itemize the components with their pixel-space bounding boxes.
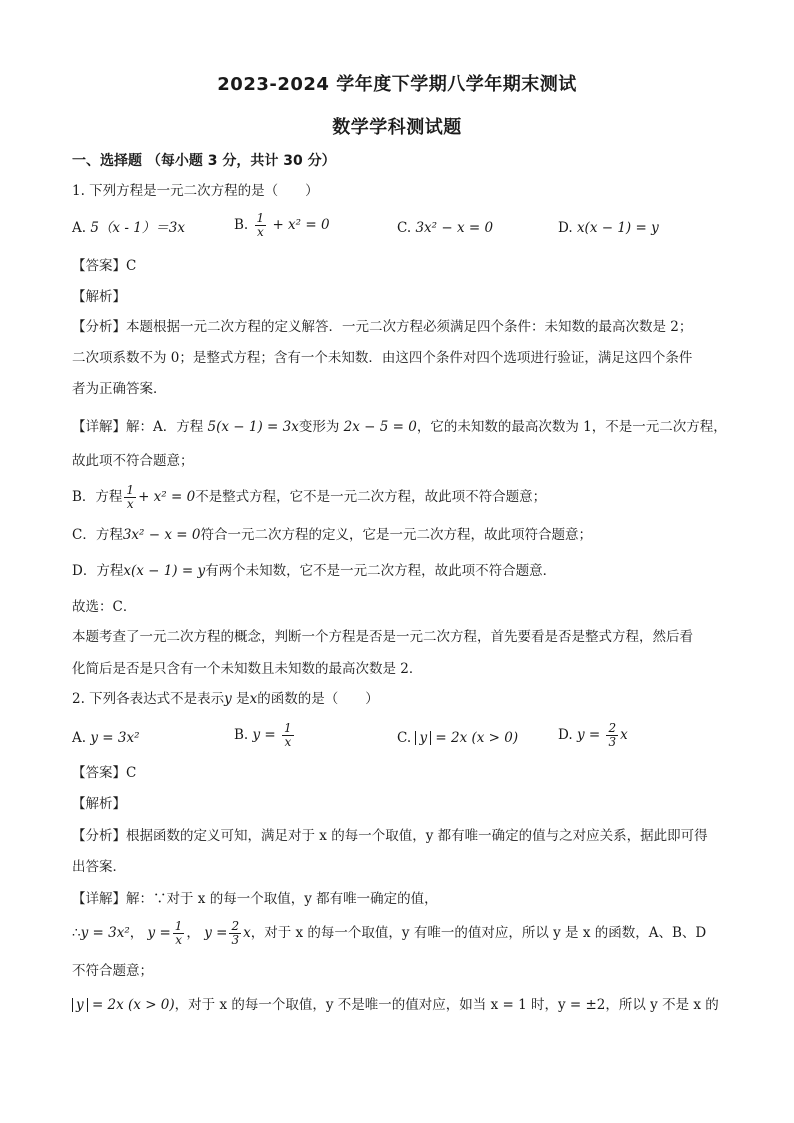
option-text: x(x − 1) = y	[576, 220, 659, 236]
q2-detail-line-3: 不符合题意；	[72, 963, 153, 979]
equation: y =	[147, 925, 171, 941]
equation: y =	[204, 925, 228, 941]
q1-option-d	[558, 218, 659, 238]
question-2-stem	[72, 690, 379, 708]
variable: y	[224, 691, 232, 707]
option-text: y =	[252, 727, 276, 743]
fenxi-tag: 【分析】	[72, 319, 126, 335]
equation: 5(x − 1) = 3x	[207, 419, 299, 435]
option-text: 3x² − x = 0	[415, 220, 494, 236]
fenxi-text: 本题根据一元二次方程的定义解答．一元二次方程必须满足四个条件：未知数的最高次数是 2；	[126, 319, 693, 335]
fraction-denominator: x	[256, 225, 264, 239]
q1-detail-line-b	[72, 484, 546, 511]
fraction	[124, 484, 136, 511]
q1-fenxi-line-2: 二次项系数不为 0；是整式方程；含有一个未知数．由这四个条件对四个选项进行验证，满足这四个条件	[72, 350, 693, 366]
fraction-numerator: 1	[126, 483, 135, 497]
option-label: A.	[72, 220, 87, 236]
option-label: A.	[72, 730, 87, 746]
q2-option-d	[558, 722, 628, 749]
answer-tag: 【答案】	[72, 765, 126, 781]
fraction-denominator: x	[284, 735, 292, 749]
detail-text: ，对于 x 的每一个取值，y 有唯一的值对应，所以 y 是 x 的函数，A、B、D	[250, 925, 707, 941]
q1-analysis-tag: 【解析】	[72, 289, 126, 305]
variable: x	[243, 925, 251, 941]
fraction-denominator: 3	[231, 933, 240, 947]
option-text: + x² = 0	[272, 217, 330, 233]
detail-text: B．方程	[72, 489, 123, 505]
stem-text: 是	[231, 691, 250, 707]
q1-summary-line-1: 本题考查了一元二次方程的概念，判断一个方程是否是一元二次方程，首先要看是否是整式方程，然后看	[72, 629, 693, 645]
fraction	[606, 722, 618, 749]
option-label: D.	[558, 727, 573, 743]
equation: x(x − 1) = y	[123, 563, 206, 579]
answer-value: C	[126, 258, 137, 274]
detail-text: 解：A．方程	[126, 419, 204, 435]
absolute-value: y	[415, 731, 431, 745]
option-label: C.	[397, 730, 412, 746]
q1-detail-line-c	[72, 526, 592, 544]
detail-text: 解：∵对于 x 的每一个取值，y 都有唯一确定的值，	[126, 891, 438, 907]
fraction-numerator: 1	[284, 721, 292, 735]
option-text: y =	[576, 727, 601, 743]
option-label: B.	[234, 727, 249, 743]
q2-detail-line-1	[72, 890, 438, 908]
q2-option-b	[234, 722, 296, 749]
section-heading: 一、选择题 （每小题 3 分，共计 30 分）	[72, 153, 336, 169]
option-label: C.	[397, 220, 412, 236]
fraction-numerator: 2	[231, 919, 240, 933]
q1-fenxi-line-1	[72, 318, 692, 336]
detail-tag: 【详解】	[72, 891, 126, 907]
fraction-denominator: x	[126, 497, 134, 511]
detail-text: 有两个未知数，它不是一元二次方程，故此项不符合题意．	[205, 563, 557, 579]
stem-text: 2. 下列各表达式不是表示	[72, 691, 225, 707]
fraction	[282, 722, 294, 749]
q1-option-b	[234, 212, 330, 239]
page-title: 2023-2024 学年度下学期八学年期末测试	[217, 74, 577, 95]
q1-option-c	[397, 218, 493, 238]
question-1-stem: 1. 下列方程是一元二次方程的是（ ）	[72, 183, 319, 199]
detail-text: ，它的未知数的最高次数为 1，不是一元二次方程，	[416, 419, 727, 435]
q2-analysis-tag: 【解析】	[72, 796, 126, 812]
fraction-denominator: x	[175, 933, 182, 947]
page-subtitle: 数学学科测试题	[332, 117, 462, 138]
option-label: D.	[558, 220, 573, 236]
variable: x	[249, 691, 258, 707]
detail-text: ，对于 x 的每一个取值，y 不是唯一的值对应，如当 x = 1 时，y = ±2，所以 y 不是 x 的	[174, 997, 719, 1013]
fraction	[173, 920, 185, 947]
equation: = 2x (x > 0)	[91, 997, 175, 1013]
q1-detail-line-1	[72, 418, 727, 436]
option-text: x	[620, 727, 628, 743]
equation: 2x − 5 = 0	[343, 419, 417, 435]
stem-text: 的函数的是（ ）	[257, 691, 379, 707]
absolute-value: y	[72, 998, 88, 1012]
q2-option-a	[72, 728, 139, 748]
q1-summary-line-2: 化简后是否是只含有一个未知数且未知数的最高次数是 2．	[72, 661, 423, 677]
equation: + x² = 0	[138, 489, 196, 505]
detail-text: 变形为	[298, 419, 340, 435]
q1-detail-line-d	[72, 562, 556, 580]
fenxi-tag: 【分析】	[72, 828, 126, 844]
q1-detail-line-2: 故此项不符合题意；	[72, 453, 194, 469]
answer-tag: 【答案】	[72, 258, 126, 274]
option-text: = 2x (x > 0)	[435, 730, 519, 746]
fenxi-text: 根据函数的定义可知，满足对于 x 的每一个取值，y 都有唯一确定的值与之对应关系，据此即可得	[126, 828, 708, 844]
detail-text: 符合一元二次方程的定义，它是一元二次方程，故此项符合题意；	[200, 527, 592, 543]
q2-detail-line-2: ∴y = 3x²， y = $\frac{1}{x}$ ， y = $\frac{2}{3}$ x，对于 x 的每一个取值，y 有唯一的值对应，所以 y 是 x 的函数，A、B、D	[72, 919, 707, 947]
q1-option-a	[72, 218, 185, 238]
detail-text: C．方程	[72, 527, 123, 543]
fraction-numerator: 2	[608, 721, 617, 735]
fraction-numerator: 1	[256, 211, 265, 225]
option-text: 5（x - 1）＝3x	[90, 220, 185, 236]
answer-value: C	[126, 765, 137, 781]
detail-text: 不是整式方程，它不是一元二次方程，故此项不符合题意；	[195, 489, 547, 505]
q2-answer	[72, 764, 136, 782]
q2-option-c	[397, 728, 518, 748]
q1-answer	[72, 257, 136, 275]
fraction	[229, 920, 241, 947]
q2-detail-line-4	[72, 996, 719, 1014]
fraction-numerator: 1	[174, 919, 183, 933]
q2-fenxi-line-1	[72, 827, 708, 845]
q1-fenxi-line-3: 者为正确答案．	[72, 381, 167, 397]
q2-fenxi-line-2: 出答案．	[72, 859, 126, 875]
equation: y = 3x²	[80, 925, 130, 941]
q1-choose: 故选：C．	[72, 599, 137, 615]
detail-text: ∴	[72, 925, 81, 941]
option-text: y = 3x²	[90, 730, 140, 746]
option-label: B.	[234, 217, 249, 233]
detail-tag: 【详解】	[72, 419, 126, 435]
equation: 3x² − x = 0	[122, 527, 201, 543]
fraction	[255, 212, 267, 239]
fraction-denominator: 3	[608, 735, 617, 749]
detail-text: D．方程	[72, 563, 124, 579]
